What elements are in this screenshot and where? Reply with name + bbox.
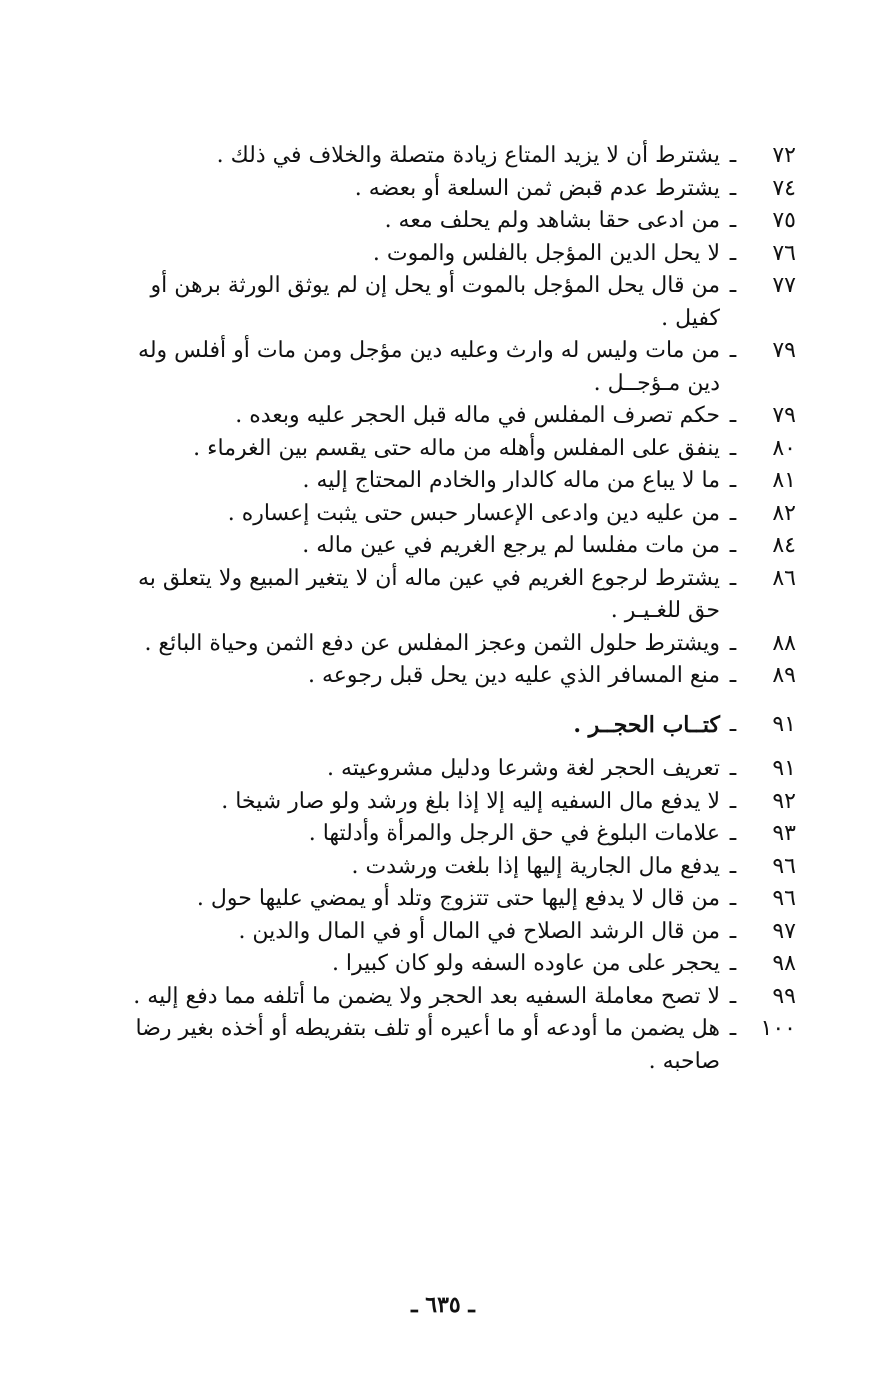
toc-entry: [106, 530, 796, 563]
entry-text: لا يحل الدين المؤجل بالفلس والموت .: [372, 240, 720, 266]
toc-entry: [106, 883, 796, 916]
entry-text: تعريف الحجر لغة وشرعا ودليل مشروعيته .: [326, 756, 720, 781]
toc-entry: [106, 948, 796, 981]
entry-dash: ـ: [729, 821, 737, 846]
entry-page-number: ٨٦: [772, 565, 796, 591]
entry-text: ما لا يباع من ماله كالدار والخادم المحتاج إليه .: [302, 468, 720, 493]
entry-dash: ـ: [729, 886, 737, 911]
toc-entry: [106, 400, 796, 433]
entry-page-number: ٩٦: [772, 886, 796, 911]
entry-text: ينفق على المفلس وأهله من ماله حتى يقسم بين الغرماء .: [193, 435, 720, 461]
toc-entry: [106, 465, 796, 498]
entry-page-number: ٧٢: [772, 143, 796, 168]
entry-dash: ـ: [729, 435, 737, 461]
toc-entry: [106, 628, 796, 661]
entry-dash: ـ: [729, 500, 737, 526]
toc-entry: [106, 660, 796, 693]
entry-page-number: ٧٧: [772, 273, 796, 298]
entry-dash: ـ: [729, 918, 737, 944]
entry-text: من مات وليس له وارث وعليه دين مؤجل ومن مات أو أفلس وله دين مـؤجــل .: [138, 338, 720, 396]
toc-entry: [106, 981, 796, 1014]
entry-text: يشترط لرجوع الغريم في عين ماله أن لا يتغير المبيع ولا يتعلق به حق للغـيـر .: [138, 565, 720, 623]
page-number: ـ ٦٣٥ ـ: [411, 1292, 475, 1318]
entry-text: من عليه دين وادعى الإعسار حبس حتى يثبت إعساره .: [227, 500, 720, 526]
entry-page-number: ٧٥: [772, 208, 796, 233]
entry-dash: ـ: [729, 630, 737, 656]
entry-text: يحجر على من عاوده السفه ولو كان كبيرا .: [331, 951, 720, 976]
entry-page-number: ٧٦: [772, 240, 796, 266]
entry-dash: ـ: [729, 143, 737, 168]
entry-text: يشترط عدم قبض ثمن السلعة أو بعضه .: [354, 175, 720, 201]
entry-dash: ـ: [729, 711, 737, 737]
entry-page-number: ٨٨: [772, 630, 796, 656]
entry-text: حكم تصرف المفلس في ماله قبل الحجر عليه وبعده .: [235, 403, 720, 428]
entry-page-number: ٧٤: [772, 175, 796, 201]
toc-entry: [106, 173, 796, 206]
toc-entry: [106, 786, 796, 819]
entry-page-number: ٧٩: [772, 338, 796, 363]
entry-page-number: ٨٠: [772, 435, 796, 461]
toc-entry: [106, 1013, 796, 1078]
entry-dash: ـ: [729, 1016, 737, 1041]
entry-dash: ـ: [729, 951, 737, 976]
entry-text: يشترط أن لا يزيد المتاع زيادة متصلة والخلاف في ذلك .: [216, 143, 720, 168]
entry-text: لا يدفع مال السفيه إليه إلا إذا بلغ ورشد ولو صار شيخا .: [221, 788, 720, 814]
toc-entry: [106, 818, 796, 851]
entry-text: ويشترط حلول الثمن وعجز المفلس عن دفع الثمن وحياة البائع .: [144, 630, 720, 656]
entry-dash: ـ: [729, 403, 737, 428]
entry-page-number: ٩٩: [772, 983, 796, 1009]
entry-dash: ـ: [729, 468, 737, 493]
table-of-contents: [106, 140, 796, 1078]
entry-page-number: ٨٤: [772, 533, 796, 558]
entry-dash: ـ: [729, 208, 737, 233]
section-heading-entry: [106, 709, 796, 742]
entry-page-number: ١٠٠: [760, 1016, 796, 1041]
entry-page-number: ٩٧: [772, 918, 796, 944]
entry-dash: ـ: [729, 240, 737, 266]
entry-dash: ـ: [729, 853, 737, 879]
entry-text: من مات مفلسا لم يرجع الغريم في عين ماله .: [302, 533, 720, 558]
entry-page-number: ٩٦: [772, 853, 796, 879]
entry-dash: ـ: [729, 788, 737, 814]
toc-entry: [106, 851, 796, 884]
toc-entry: [106, 238, 796, 271]
entry-dash: ـ: [729, 983, 737, 1009]
entry-text: هل يضمن ما أودعه أو ما أعيره أو تلف بتفريطه أو أخذه بغير رضا صاحبه .: [135, 1016, 720, 1074]
entry-text: منع المسافر الذي عليه دين يحل قبل رجوعه .: [308, 663, 720, 688]
toc-entry: [106, 140, 796, 173]
entry-text: علامات البلوغ في حق الرجل والمرأة وأدلتها .: [308, 821, 720, 846]
entry-dash: ـ: [729, 338, 737, 363]
entry-page-number: ٩٣: [772, 821, 796, 846]
entry-text: من قال الرشد الصلاح في المال أو في المال والدين .: [238, 918, 720, 944]
entry-page-number: ٧٩: [772, 403, 796, 428]
entry-text: من ادعى حقا بشاهد ولم يحلف معه .: [384, 208, 720, 233]
toc-entry: [106, 563, 796, 628]
entry-page-number: ٩٢: [772, 788, 796, 814]
entry-page-number: ٨٩: [772, 663, 796, 688]
entry-page-number: ٨١: [772, 468, 796, 493]
entry-text: من قال لا يدفع إليها حتى تتزوج وتلد أو يمضي عليها حول .: [196, 886, 720, 911]
toc-entry: [106, 205, 796, 238]
toc-entry: [106, 433, 796, 466]
entry-text: يدفع مال الجارية إليها إذا بلغت ورشدت .: [351, 853, 720, 879]
entry-dash: ـ: [729, 273, 737, 298]
entry-dash: ـ: [729, 663, 737, 688]
entry-dash: ـ: [729, 756, 737, 781]
entry-text: من قال يحل المؤجل بالموت أو يحل إن لم يوثق الورثة برهن أو كفيل .: [150, 273, 720, 331]
entry-dash: ـ: [729, 533, 737, 558]
entry-page-number: ٨٢: [772, 500, 796, 526]
entry-text: لا تصح معاملة السفيه بعد الحجر ولا يضمن ما أتلفه مما دفع إليه .: [133, 983, 720, 1009]
toc-entry: [106, 916, 796, 949]
toc-entry: [106, 753, 796, 786]
section-heading-text: كتــاب الحجــر .: [573, 711, 720, 738]
entry-page-number: ٩٨: [772, 951, 796, 976]
toc-entry: [106, 270, 796, 335]
toc-entry: [106, 335, 796, 400]
entry-page-number: ٩١: [772, 756, 796, 781]
entry-page-number: ٩١: [772, 711, 796, 737]
toc-entry: [106, 498, 796, 531]
entry-dash: ـ: [729, 175, 737, 201]
entry-dash: ـ: [729, 565, 737, 591]
